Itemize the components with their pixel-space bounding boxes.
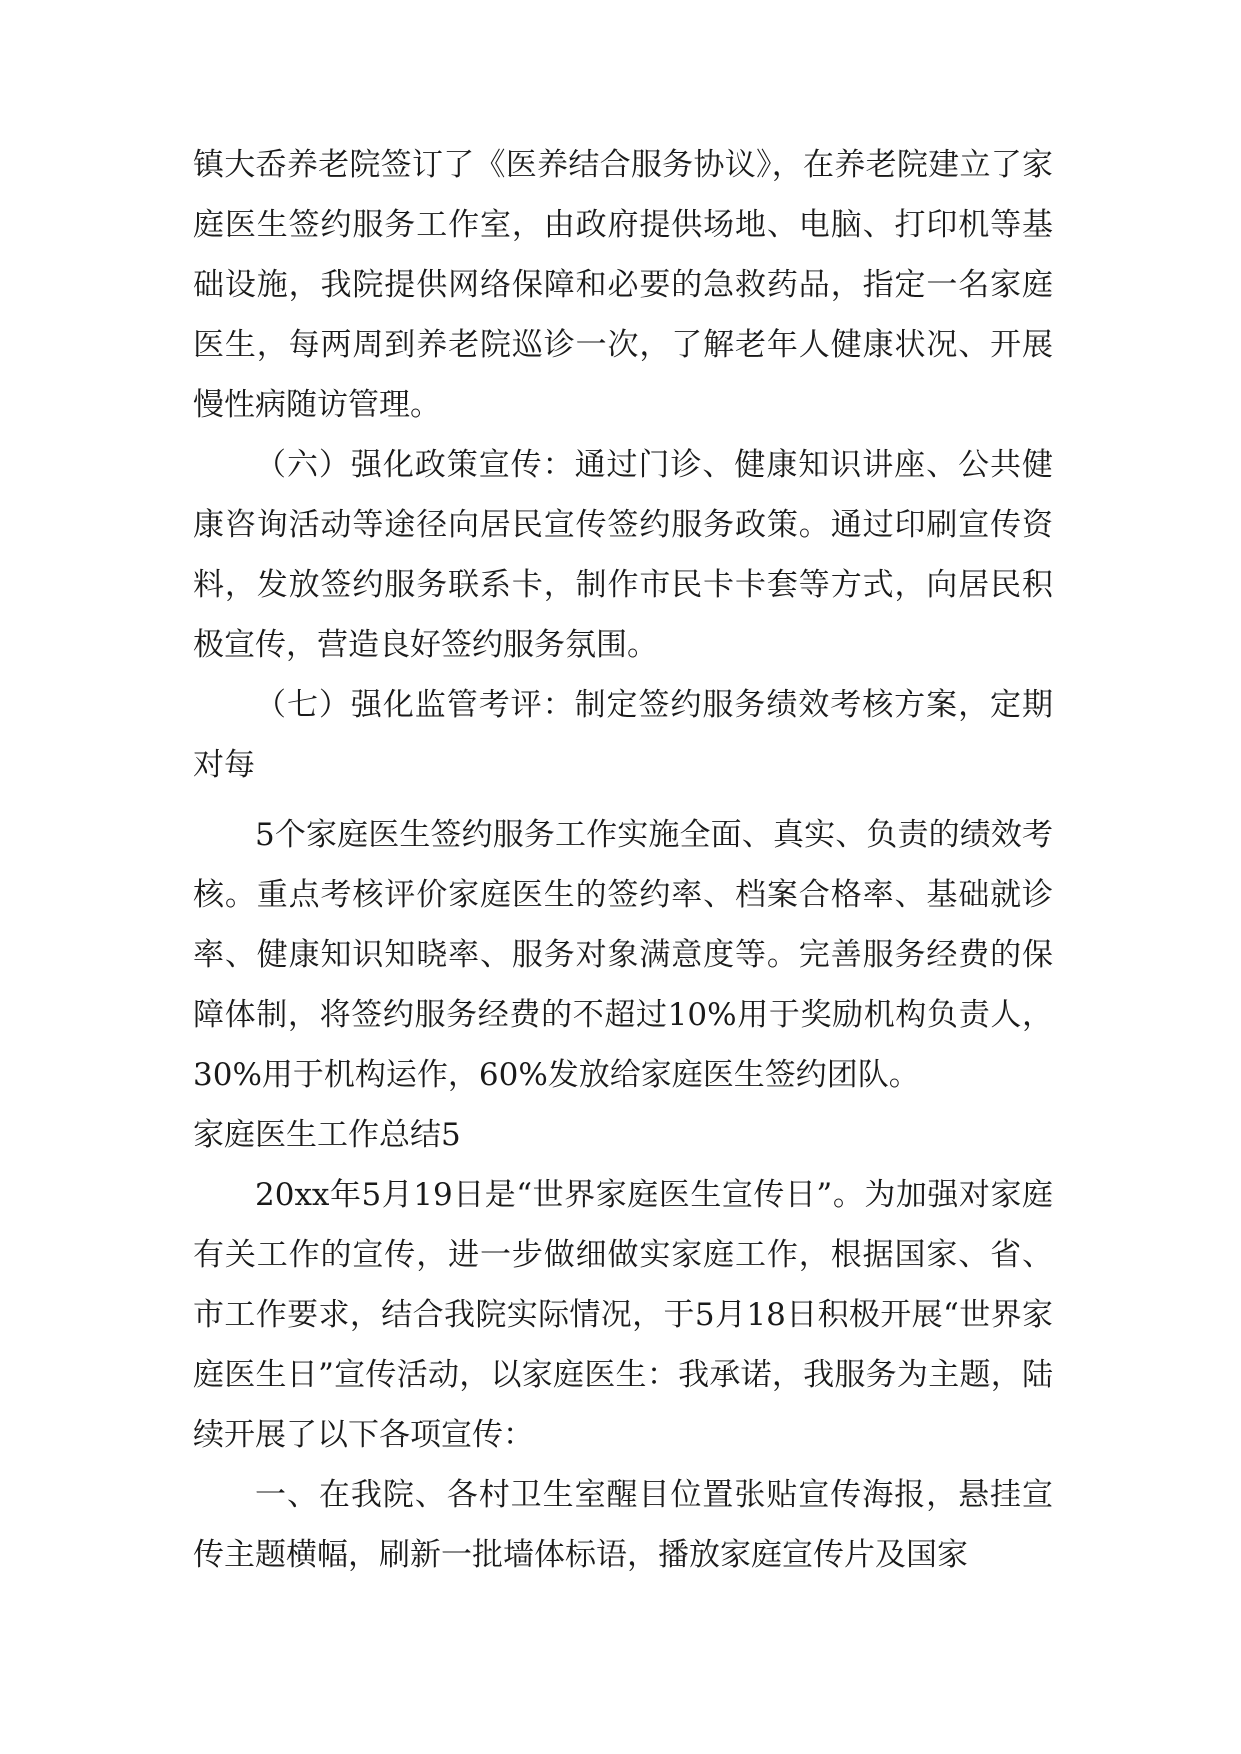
paragraph-supervision: （七）强化监管考评：制定签约服务绩效考核方案，定期对每: [193, 687, 1053, 783]
paragraph-policy-promotion: （六）强化政策宣传：通过门诊、健康知识讲座、公共健康咨询活动等途径向居民宣传签约服务政策。通过印刷宣传资料，发放签约服务联系卡，制作市民卡卡套等方式，向居民积极宣传，营造良好签约服务氛围。: [193, 447, 1053, 663]
document-body: [193, 135, 1053, 1585]
paragraph-world-family-doctor-day: 20xx年5月19日是“世界家庭医生宣传日”。为加强对家庭有关工作的宣传，进一步做细做实家庭工作，根据国家、省、市工作要求，结合我院实际情况，于5月18日积极开展“世界家庭医生日”宣传活动，以家庭医生：我承诺，我服务为主题，陆续开展了以下各项宣传：: [193, 1177, 1053, 1453]
section-heading: 家庭医生工作总结5: [193, 1117, 461, 1153]
paragraph-item-one: 一、在我院、各村卫生室醒目位置张贴宣传海报，悬挂宣传主题横幅，刷新一批墙体标语，播放家庭宣传片及国家: [193, 1477, 1053, 1573]
paragraph-continuation: 镇大岙养老院签订了《医养结合服务协议》，在养老院建立了家庭医生签约服务工作室，由政府提供场地、电脑、打印机等基础设施，我院提供网络保障和必要的急救药品，指定一名家庭医生，每两周到养老院巡诊一次，了解老年人健康状况、开展慢性病随访管理。: [193, 147, 1053, 423]
paragraph-performance-assessment: 5个家庭医生签约服务工作实施全面、真实、负责的绩效考核。重点考核评价家庭医生的签约率、档案合格率、基础就诊率、健康知识知晓率、服务对象满意度等。完善服务经费的保障体制，将签约服务经费的不超过10%用于奖励机构负责人，30%用于机构运作，60%发放给家庭医生签约团队。: [193, 817, 1053, 1093]
